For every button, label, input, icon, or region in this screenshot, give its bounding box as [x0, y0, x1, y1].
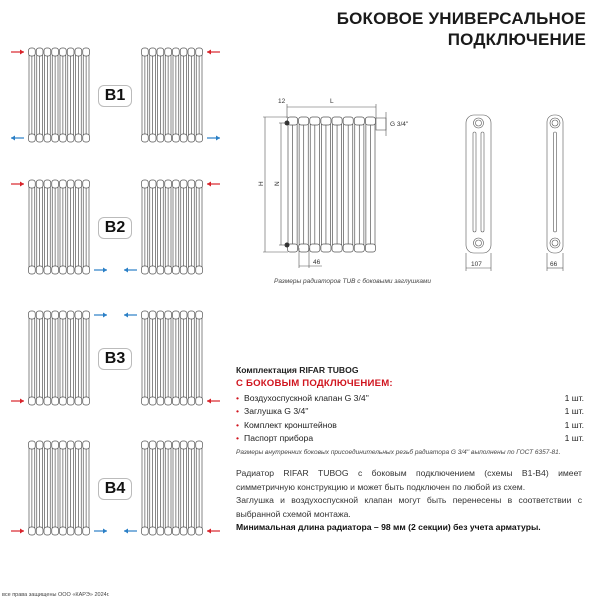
- kit-title: Комплектация RIFAR TUBOG: [236, 365, 359, 375]
- radiator-icon: [142, 311, 203, 405]
- description-p3: Минимальная длина радиатора – 98 мм (2 секции) без учета арматуры.: [236, 522, 541, 532]
- kit-item-qty: 1 шт.: [564, 406, 584, 416]
- return-arrow-icon: [94, 529, 107, 534]
- kit-item-qty: 1 шт.: [564, 392, 584, 403]
- kit-item: [236, 420, 584, 430]
- kit-item-name: • Комплект кронштейнов: [236, 420, 337, 430]
- side-view-66: [547, 115, 563, 271]
- radiator-icon: [29, 311, 90, 405]
- page-title: [337, 8, 586, 50]
- kit-item-name: • Паспорт прибора: [236, 433, 313, 443]
- scheme-label-b1: B1: [98, 85, 132, 107]
- dimension-drawing: [250, 90, 600, 280]
- scheme-label-b3: B3: [98, 348, 132, 370]
- connection-schemes: [0, 0, 240, 560]
- supply-arrow-icon: [11, 399, 24, 404]
- radiator-icon: [29, 441, 90, 535]
- kit-item-qty: 1 шт.: [564, 419, 584, 430]
- return-arrow-icon: [124, 313, 137, 318]
- dim-L-label: L: [330, 98, 334, 105]
- kit-item-qty: 1 шт.: [564, 433, 584, 443]
- copyright: все права защищены ООО «КАРЭ» 2024г.: [2, 592, 110, 598]
- radiator-icon: [142, 180, 203, 274]
- dim-46-label: 46: [313, 259, 321, 266]
- description: [236, 467, 582, 535]
- radiator-icon: [142, 48, 203, 142]
- drawing-caption: Размеры радиаторов TUB с боковыми заглушками: [274, 278, 432, 285]
- radiator-icon: [288, 117, 376, 252]
- kit-item-name: • Воздухоспускной клапан G 3/4'': [236, 393, 369, 403]
- supply-arrow-icon: [207, 182, 220, 187]
- dim-66-label: 66: [550, 261, 558, 268]
- description-p1: Радиатор RIFAR TUBOG с боковым подключением (схемы В1-В4) имеет симметричную конструкцию и может быть подключен по любой из схем.: [236, 468, 582, 492]
- kit-item: [236, 406, 584, 416]
- return-arrow-icon: [124, 529, 137, 534]
- return-arrow-icon: [124, 268, 137, 273]
- kit-item-name: • Заглушка G 3/4'': [236, 406, 309, 416]
- supply-arrow-icon: [11, 529, 24, 534]
- return-arrow-icon: [94, 313, 107, 318]
- supply-arrow-icon: [207, 529, 220, 534]
- scheme-label-b2: B2: [98, 217, 132, 239]
- supply-arrow-icon: [207, 50, 220, 55]
- scheme-label-b4: B4: [98, 478, 132, 500]
- thread-note: Размеры внутренних боковых присоединительных резьб радиатора G 3/4'' выполнены по ГОСТ 6357-81.: [236, 449, 561, 456]
- radiator-icon: [29, 48, 90, 142]
- description-p2: Заглушка и воздухоспускной клапан могут быть перенесены в соответствии с выбранной схемой монтажа.: [236, 495, 582, 519]
- kit-subtitle: С БОКОВЫМ ПОДКЛЮЧЕНИЕМ:: [236, 378, 393, 389]
- title-line-2: ПОДКЛЮЧЕНИЕ: [447, 30, 586, 49]
- supply-arrow-icon: [11, 50, 24, 55]
- return-arrow-icon: [11, 136, 24, 141]
- supply-arrow-icon: [11, 182, 24, 187]
- return-arrow-icon: [207, 136, 220, 141]
- title-line-1: БОКОВОЕ УНИВЕРСАЛЬНОЕ: [336, 9, 586, 28]
- radiator-icon: [29, 180, 90, 274]
- radiator-icon: [142, 441, 203, 535]
- front-view-radiator: [285, 117, 376, 252]
- return-arrow-icon: [94, 268, 107, 273]
- dim-N-label: N: [274, 181, 281, 186]
- supply-arrow-icon: [207, 399, 220, 404]
- dim-12-label: 12: [278, 98, 286, 105]
- dim-107-label: 107: [471, 261, 482, 268]
- thread-label: G 3/4'': [390, 121, 409, 128]
- kit-section: [236, 365, 584, 456]
- dim-H-label: H: [258, 181, 265, 186]
- kit-item: [236, 433, 584, 443]
- side-view-107: [466, 115, 491, 271]
- kit-item: [236, 393, 584, 403]
